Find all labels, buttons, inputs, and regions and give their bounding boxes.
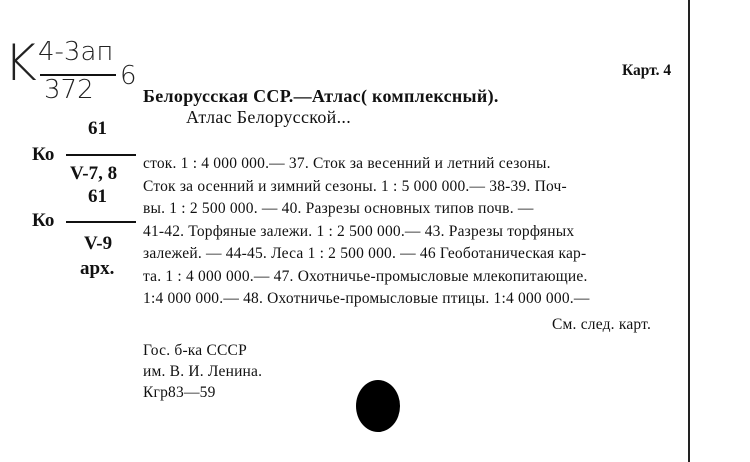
card-body	[143, 153, 693, 311]
shelfmark-bottom: 372	[44, 75, 94, 105]
library-line3: Кгр83—59	[143, 384, 216, 401]
ink-stamp	[356, 380, 400, 432]
code-2-numerator: 61	[88, 186, 107, 207]
body-line: залежей. — 44-45. Леса 1 : 2 500 000. — 46 Геоботаническая кар-	[143, 245, 587, 262]
shelfmark-suffix: 6	[120, 61, 137, 91]
code-2-divider	[66, 221, 136, 223]
code-2-denominator: V-9	[84, 233, 113, 254]
library-line1: Гос. б-ка СССР	[143, 342, 247, 359]
shelfmark-top: 4-3ап	[38, 37, 114, 67]
code-1-denominator: V-7, 8	[70, 163, 118, 184]
body-line: 1:4 000 000.— 48. Охотничье-промысловые птицы. 1:4 000 000.—	[143, 290, 590, 307]
continued-note: См. след. карт.	[552, 316, 652, 333]
shelfmark-prefix: K	[4, 34, 37, 92]
code-1-divider	[66, 154, 136, 156]
body-line: та. 1 : 4 000 000.— 47. Охотничье-промысловые млекопитающие.	[143, 267, 588, 285]
card-title-line2: Атлас Белорусской...	[186, 107, 351, 127]
code-1-numerator: 61	[88, 118, 107, 139]
body-line: сток. 1 : 4 000 000.— 37. Сток за весенний и летний сезоны.	[143, 155, 551, 172]
body-line: 41-42. Торфяные залежи. 1 : 2 500 000.— 43. Разрезы торфяных	[143, 222, 575, 240]
card-title-line1: Белорусская ССР.—Атлас( комплексный).	[143, 86, 499, 106]
archive-mark: арх.	[80, 258, 115, 279]
code-1-prefix: Ко	[32, 144, 55, 165]
card-edge-line	[688, 0, 690, 462]
body-line: Сток за осенний и зимний сезоны. 1 : 5 000 000.— 38-39. Поч-	[143, 177, 567, 195]
body-line: вы. 1 : 2 500 000. — 40. Разрезы основных типов почв. —	[143, 200, 534, 217]
code-2-prefix: Ко	[32, 210, 55, 231]
library-line2: им. В. И. Ленина.	[143, 363, 263, 380]
card-label: Карт. 4	[622, 62, 672, 79]
